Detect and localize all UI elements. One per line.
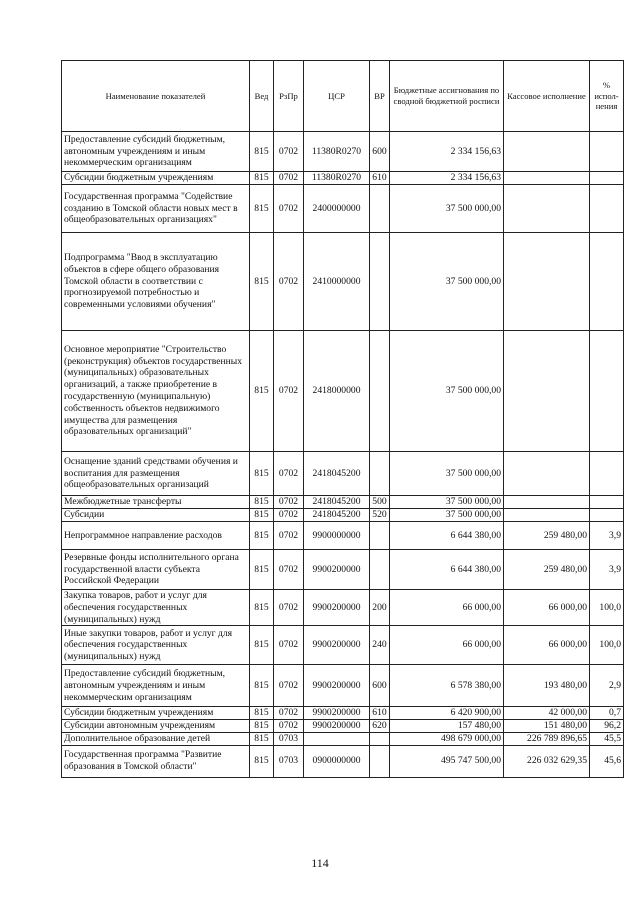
cell-budget: 157 480,00	[390, 720, 504, 733]
table-row	[62, 452, 624, 496]
cell-cash	[504, 509, 590, 522]
cell-rzpr: 0703	[274, 745, 304, 777]
cell-csr: 9900200000	[304, 550, 370, 590]
cell-rzpr: 0702	[274, 590, 304, 626]
cell-name: Государственная программа "Содействие созданию в Томской области новых мест в общеобразовательных организациях"	[62, 185, 250, 233]
cell-rzpr: 0702	[274, 509, 304, 522]
table-row	[62, 732, 624, 745]
cell-ved: 815	[250, 452, 274, 496]
cell-vr: 240	[370, 626, 390, 665]
cell-vr: 610	[370, 707, 390, 720]
cell-rzpr: 0702	[274, 720, 304, 733]
header-name: Наименование показателей	[62, 61, 250, 132]
cell-name: Дополнительное образование детей	[62, 732, 250, 745]
cell-ved: 815	[250, 172, 274, 185]
table-row	[62, 172, 624, 185]
cell-rzpr: 0702	[274, 550, 304, 590]
cell-rzpr: 0703	[274, 732, 304, 745]
cell-rzpr: 0702	[274, 522, 304, 550]
table-row	[62, 720, 624, 733]
header-rzpr: РзПр	[274, 61, 304, 132]
page-number: 114	[311, 856, 329, 870]
cell-ved: 815	[250, 745, 274, 777]
cell-name: Субсидии	[62, 509, 250, 522]
cell-vr	[370, 185, 390, 233]
cell-cash	[504, 132, 590, 172]
table-row	[62, 522, 624, 550]
cell-cash: 66 000,00	[504, 626, 590, 665]
cell-pct	[590, 496, 624, 509]
cell-vr	[370, 452, 390, 496]
header-vr: ВР	[370, 61, 390, 132]
header-pct: % испол-нения	[590, 61, 624, 132]
cell-name: Непрограммное направление расходов	[62, 522, 250, 550]
cell-ved: 815	[250, 732, 274, 745]
cell-budget: 37 500 000,00	[390, 452, 504, 496]
cell-vr	[370, 745, 390, 777]
cell-name: Резервные фонды исполнительного органа государственной власти субъекта Российской Федерации	[62, 550, 250, 590]
cell-pct: 45,6	[590, 745, 624, 777]
table-row	[62, 590, 624, 626]
cell-budget: 37 500 000,00	[390, 496, 504, 509]
cell-csr: 9900200000	[304, 665, 370, 707]
cell-pct	[590, 185, 624, 233]
cell-rzpr: 0702	[274, 626, 304, 665]
cell-ved: 815	[250, 496, 274, 509]
cell-name: Субсидии автономным учреждениям	[62, 720, 250, 733]
cell-csr: 2400000000	[304, 185, 370, 233]
cell-name: Закупка товаров, работ и услуг для обеспечения государственных (муниципальных) нужд	[62, 590, 250, 626]
cell-vr	[370, 732, 390, 745]
cell-name: Государственная программа "Развитие образования в Томской области"	[62, 745, 250, 777]
cell-budget: 37 500 000,00	[390, 509, 504, 522]
cell-budget: 37 500 000,00	[390, 185, 504, 233]
cell-cash	[504, 496, 590, 509]
cell-cash: 259 480,00	[504, 522, 590, 550]
table-row	[62, 745, 624, 777]
cell-vr	[370, 233, 390, 331]
cell-name: Оснащение зданий средствами обучения и воспитания для размещения общеобразовательных организаций	[62, 452, 250, 496]
cell-csr: 2418045200	[304, 452, 370, 496]
cell-name: Межбюджетные трансферты	[62, 496, 250, 509]
cell-budget: 37 500 000,00	[390, 331, 504, 452]
cell-cash	[504, 452, 590, 496]
cell-pct: 3,9	[590, 550, 624, 590]
cell-name: Предоставление субсидий бюджетным, автономным учреждениям и иным некоммерческим организациям	[62, 132, 250, 172]
cell-cash: 226 789 896,65	[504, 732, 590, 745]
cell-budget: 2 334 156,63	[390, 132, 504, 172]
cell-budget: 6 420 900,00	[390, 707, 504, 720]
cell-ved: 815	[250, 590, 274, 626]
table-row	[62, 707, 624, 720]
cell-ved: 815	[250, 522, 274, 550]
cell-vr	[370, 522, 390, 550]
cell-cash	[504, 233, 590, 331]
cell-rzpr: 0702	[274, 233, 304, 331]
cell-ved: 815	[250, 509, 274, 522]
cell-csr: 2418000000	[304, 331, 370, 452]
cell-csr: 2418045200	[304, 496, 370, 509]
cell-pct: 100,0	[590, 626, 624, 665]
cell-cash: 66 000,00	[504, 590, 590, 626]
cell-pct: 96,2	[590, 720, 624, 733]
cell-vr	[370, 331, 390, 452]
cell-budget: 2 334 156,63	[390, 172, 504, 185]
cell-cash	[504, 331, 590, 452]
cell-rzpr: 0702	[274, 185, 304, 233]
cell-cash	[504, 185, 590, 233]
cell-pct	[590, 172, 624, 185]
cell-rzpr: 0702	[274, 707, 304, 720]
cell-vr	[370, 550, 390, 590]
cell-budget: 495 747 500,00	[390, 745, 504, 777]
header-cash: Кассовое исполнение	[504, 61, 590, 132]
cell-name: Подпрограмма "Ввод в эксплуатацию объектов в сфере общего образования Томской области в соответствии с прогнозируемой потребностью и современными условиями обучения"	[62, 233, 250, 331]
table-row	[62, 665, 624, 707]
cell-rzpr: 0702	[274, 452, 304, 496]
table-row	[62, 132, 624, 172]
cell-csr	[304, 732, 370, 745]
cell-budget: 6 644 380,00	[390, 522, 504, 550]
table-row	[62, 496, 624, 509]
cell-ved: 815	[250, 132, 274, 172]
cell-csr: 9900200000	[304, 720, 370, 733]
cell-vr: 600	[370, 665, 390, 707]
cell-pct	[590, 331, 624, 452]
cell-csr: 9900200000	[304, 626, 370, 665]
cell-ved: 815	[250, 707, 274, 720]
table-header-row	[62, 61, 624, 132]
cell-pct	[590, 452, 624, 496]
cell-pct: 2,9	[590, 665, 624, 707]
cell-vr: 500	[370, 496, 390, 509]
header-csr: ЦСР	[304, 61, 370, 132]
cell-pct	[590, 132, 624, 172]
cell-budget: 66 000,00	[390, 626, 504, 665]
cell-pct	[590, 233, 624, 331]
cell-cash: 259 480,00	[504, 550, 590, 590]
table-row	[62, 185, 624, 233]
cell-cash: 226 032 629,35	[504, 745, 590, 777]
cell-cash: 193 480,00	[504, 665, 590, 707]
cell-vr: 520	[370, 509, 390, 522]
budget-table	[61, 60, 624, 778]
cell-csr: 11380R0270	[304, 172, 370, 185]
cell-budget: 498 679 000,00	[390, 732, 504, 745]
cell-cash: 151 480,00	[504, 720, 590, 733]
cell-rzpr: 0702	[274, 132, 304, 172]
table-row	[62, 550, 624, 590]
cell-budget: 37 500 000,00	[390, 233, 504, 331]
cell-pct	[590, 509, 624, 522]
table-row	[62, 626, 624, 665]
cell-rzpr: 0702	[274, 172, 304, 185]
cell-ved: 815	[250, 185, 274, 233]
cell-ved: 815	[250, 626, 274, 665]
cell-cash: 42 000,00	[504, 707, 590, 720]
table-row	[62, 233, 624, 331]
table-row	[62, 509, 624, 522]
cell-ved: 815	[250, 233, 274, 331]
cell-pct: 3,9	[590, 522, 624, 550]
cell-pct: 0,7	[590, 707, 624, 720]
cell-name: Субсидии бюджетным учреждениям	[62, 707, 250, 720]
header-budget: Бюджетные ассигнования по сводной бюджетной росписи	[390, 61, 504, 132]
cell-ved: 815	[250, 665, 274, 707]
cell-name: Предоставление субсидий бюджетным, автономным учреждениям и иным некоммерческим организациям	[62, 665, 250, 707]
cell-vr: 610	[370, 172, 390, 185]
cell-vr: 620	[370, 720, 390, 733]
cell-csr: 9900200000	[304, 590, 370, 626]
cell-csr: 0900000000	[304, 745, 370, 777]
cell-name: Основное мероприятие "Строительство (реконструкция) объектов государственных (муниципальных) образовательных организаций, а также приобретение в государственную (муниципальную) собственность объектов недвижимого имущества для размещения образовательных организаций"	[62, 331, 250, 452]
header-ved: Вед	[250, 61, 274, 132]
cell-csr: 11380R0270	[304, 132, 370, 172]
cell-rzpr: 0702	[274, 665, 304, 707]
cell-vr: 600	[370, 132, 390, 172]
cell-csr: 9900200000	[304, 707, 370, 720]
cell-budget: 6 644 380,00	[390, 550, 504, 590]
cell-cash	[504, 172, 590, 185]
cell-ved: 815	[250, 720, 274, 733]
cell-pct: 45,5	[590, 732, 624, 745]
cell-csr: 2418045200	[304, 509, 370, 522]
cell-budget: 66 000,00	[390, 590, 504, 626]
cell-name: Иные закупки товаров, работ и услуг для обеспечения государственных (муниципальных) нужд	[62, 626, 250, 665]
cell-csr: 9900000000	[304, 522, 370, 550]
table-row	[62, 331, 624, 452]
cell-rzpr: 0702	[274, 496, 304, 509]
cell-budget: 6 578 380,00	[390, 665, 504, 707]
cell-ved: 815	[250, 550, 274, 590]
cell-name: Субсидии бюджетным учреждениям	[62, 172, 250, 185]
cell-pct: 100,0	[590, 590, 624, 626]
cell-vr: 200	[370, 590, 390, 626]
cell-ved: 815	[250, 331, 274, 452]
cell-rzpr: 0702	[274, 331, 304, 452]
cell-csr: 2410000000	[304, 233, 370, 331]
